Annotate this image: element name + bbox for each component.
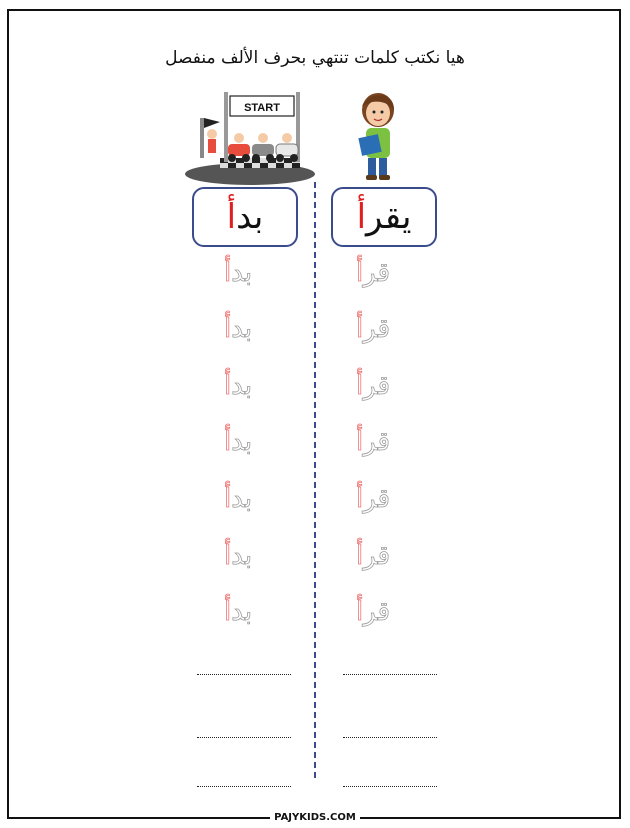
trace-prefix: بد [231, 371, 253, 401]
trace-letter: أ [224, 541, 232, 571]
trace-prefix: قر [363, 258, 391, 288]
word-right-prefix: يقر [366, 197, 412, 237]
footer [0, 810, 630, 828]
trace-word-left [224, 371, 252, 401]
writing-line [343, 786, 437, 787]
writing-line [197, 674, 291, 675]
trace-word-right [356, 371, 390, 401]
trace-word-right [356, 541, 390, 571]
trace-letter: أ [356, 597, 364, 627]
writing-line [197, 737, 291, 738]
trace-word-right [356, 484, 390, 514]
trace-letter: أ [356, 541, 364, 571]
trace-letter: أ [224, 597, 232, 627]
trace-prefix: قر [363, 484, 391, 514]
trace-letter: أ [356, 484, 364, 514]
trace-prefix: قر [363, 371, 391, 401]
trace-letter: أ [224, 314, 232, 344]
word-left-prefix: بد [236, 197, 264, 237]
writing-line [343, 737, 437, 738]
trace-prefix: بد [231, 314, 253, 344]
word-left-letter: أ [226, 197, 237, 237]
trace-letter: أ [224, 484, 232, 514]
trace-letter: أ [224, 371, 232, 401]
trace-prefix: بد [231, 484, 253, 514]
writing-line [343, 674, 437, 675]
trace-letter: أ [224, 258, 232, 288]
boy-reading-illustration [348, 88, 408, 188]
footer-brand: PAJYKIDS.COM [270, 812, 360, 823]
writing-line [197, 786, 291, 787]
trace-word-left [224, 541, 252, 571]
trace-word-left [224, 427, 252, 457]
trace-letter: أ [224, 427, 232, 457]
trace-word-right [356, 258, 390, 288]
trace-letter: أ [356, 314, 364, 344]
start-banner-text: START [244, 102, 280, 114]
trace-prefix: بد [231, 258, 253, 288]
trace-word-left [224, 258, 252, 288]
trace-letter: أ [356, 371, 364, 401]
trace-prefix: بد [231, 427, 253, 457]
worksheet-title: هيا نكتب كلمات تنتهي بحرف الألف منفصل [165, 48, 465, 68]
trace-word-left [224, 314, 252, 344]
trace-letter: أ [356, 427, 364, 457]
trace-letter: أ [356, 258, 364, 288]
word-right-letter: أ [356, 197, 367, 237]
word-box-right [331, 187, 437, 247]
word-box-left [192, 187, 298, 247]
trace-prefix: قر [363, 541, 391, 571]
trace-prefix: بد [231, 597, 253, 627]
trace-word-left [224, 484, 252, 514]
trace-prefix: قر [363, 597, 391, 627]
trace-prefix: قر [363, 427, 391, 457]
race-start-illustration [180, 88, 315, 188]
trace-word-right [356, 427, 390, 457]
center-divider [314, 182, 316, 778]
trace-word-right [356, 597, 390, 627]
trace-prefix: بد [231, 541, 253, 571]
trace-word-right [356, 314, 390, 344]
trace-word-left [224, 597, 252, 627]
trace-prefix: قر [363, 314, 391, 344]
